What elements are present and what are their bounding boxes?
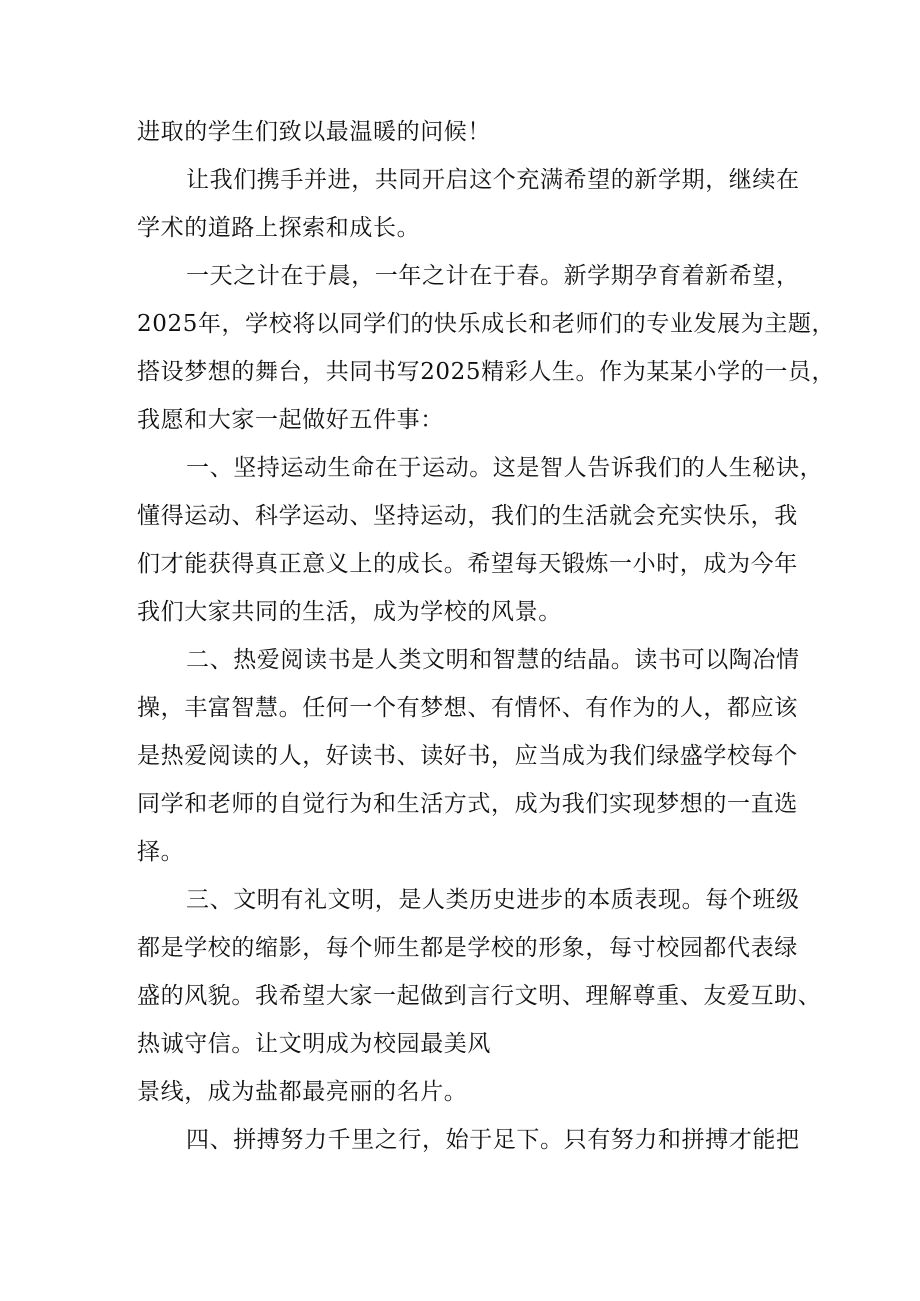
text-line: 我们大家共同的生活，成为学校的风景。 bbox=[137, 599, 562, 625]
text-line: 四、拼搏努力千里之行，始于足下。只有努力和拼搏才能把 bbox=[186, 1127, 800, 1153]
text-line: 学术的道路上探索和成长。 bbox=[137, 215, 421, 241]
text-line: 盛的风貌。我希望大家一起做到言行文明、理解尊重、友爱互助、 bbox=[137, 983, 822, 1009]
text-line: 三、文明有礼文明，是人类历史进步的本质表现。每个班级 bbox=[186, 887, 800, 913]
text-line: 2025年，学校将以同学们的快乐成长和老师们的专业发展为主题， bbox=[137, 311, 836, 337]
text-line: 们才能获得真正意义上的成长。希望每天锻炼一小时，成为今年 bbox=[137, 551, 798, 577]
text-line: 一天之计在于晨，一年之计在于春。新学期孕育着新希望， bbox=[186, 263, 800, 289]
text-line: 二、热爱阅读书是人类文明和智慧的结晶。读书可以陶冶情 bbox=[186, 647, 800, 673]
text-line: 搭设梦想的舞台，共同书写2025精彩人生。作为某某小学的一员， bbox=[137, 359, 836, 385]
text-line: 景线，成为盐都最亮丽的名片。 bbox=[137, 1079, 468, 1105]
text-line: 进取的学生们致以最温暖的问候！ bbox=[137, 119, 491, 145]
text-line: 操，丰富智慧。任何一个有梦想、有情怀、有作为的人，都应该 bbox=[137, 695, 798, 721]
text-line: 是热爱阅读的人，好读书、读好书，应当成为我们绿盛学校每个 bbox=[137, 743, 798, 769]
text-line: 都是学校的缩影，每个师生都是学校的形象，每寸校园都代表绿 bbox=[137, 935, 798, 961]
text-line: 我愿和大家一起做好五件事： bbox=[137, 407, 444, 433]
text-line: 懂得运动、科学运动、坚持运动，我们的生活就会充实快乐，我 bbox=[137, 503, 798, 529]
text-line: 让我们携手并进，共同开启这个充满希望的新学期，继续在 bbox=[186, 167, 800, 193]
text-line: 同学和老师的自觉行为和生活方式，成为我们实现梦想的一直选 bbox=[137, 791, 798, 817]
text-line: 择。 bbox=[137, 839, 185, 865]
text-line: 热诚守信。让文明成为校园最美风 bbox=[137, 1031, 491, 1057]
text-line: 一、坚持运动生命在于运动。这是智人告诉我们的人生秘诀， bbox=[186, 455, 824, 481]
